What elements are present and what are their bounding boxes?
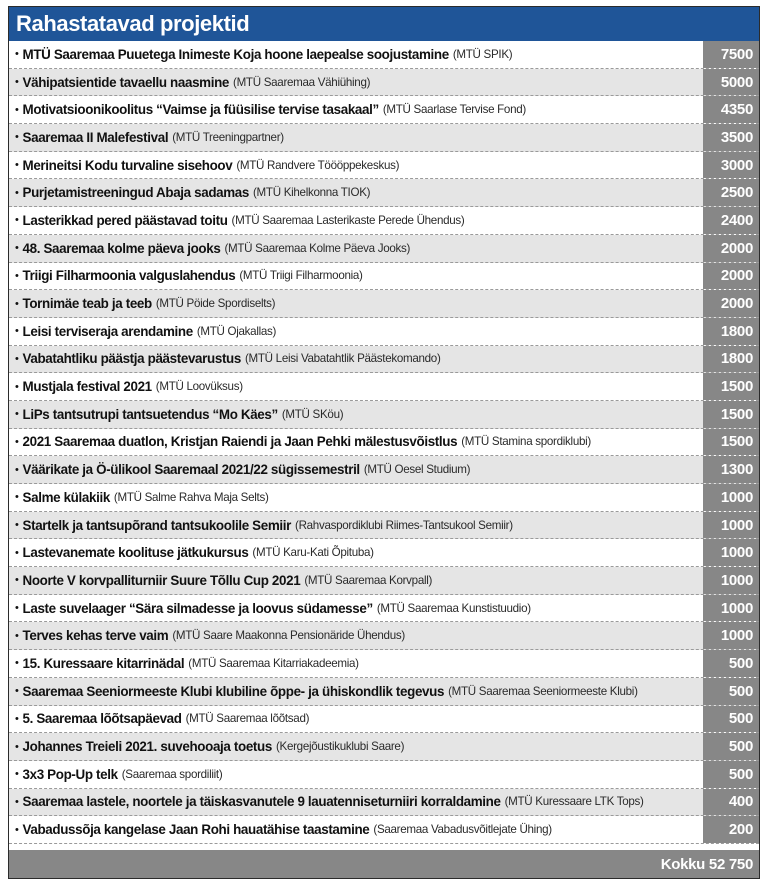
table-row bbox=[9, 152, 759, 180]
project-cell bbox=[9, 124, 703, 151]
table-row bbox=[9, 207, 759, 235]
project-name: Johannes Treieli 2021. suvehooaja toetus bbox=[22, 739, 272, 755]
project-name: 5. Saaremaa lõõtsapäevad bbox=[22, 711, 182, 727]
project-amount: 5000 bbox=[703, 69, 759, 96]
funded-projects-table bbox=[8, 6, 760, 879]
project-organization: (MTÜ Saaremaa lõõtsad) bbox=[185, 712, 310, 726]
project-cell bbox=[9, 290, 703, 317]
bullet-icon: • bbox=[15, 740, 19, 753]
project-cell bbox=[9, 706, 703, 733]
table-row bbox=[9, 706, 759, 734]
bullet-icon: • bbox=[15, 435, 19, 448]
project-cell bbox=[9, 484, 703, 511]
bullet-icon: • bbox=[15, 491, 19, 504]
project-cell bbox=[9, 456, 703, 483]
bullet-icon: • bbox=[15, 602, 19, 615]
bullet-icon: • bbox=[15, 214, 19, 227]
project-organization: (MTÜ SPIK) bbox=[452, 47, 513, 61]
table-row bbox=[9, 512, 759, 540]
project-amount: 1000 bbox=[703, 622, 759, 649]
bullet-icon: • bbox=[15, 242, 19, 255]
bullet-icon: • bbox=[15, 463, 19, 476]
project-cell bbox=[9, 152, 703, 179]
project-amount: 1800 bbox=[703, 318, 759, 345]
total-amount: Kokku 52 750 bbox=[9, 850, 759, 878]
project-amount: 2500 bbox=[703, 179, 759, 206]
table-row bbox=[9, 401, 759, 429]
project-name: Leisi terviseraja arendamine bbox=[22, 323, 193, 339]
project-name: Terves kehas terve vaim bbox=[22, 628, 169, 644]
project-amount: 2000 bbox=[703, 290, 759, 317]
table-row bbox=[9, 567, 759, 595]
bullet-icon: • bbox=[15, 325, 19, 338]
project-cell bbox=[9, 512, 703, 539]
project-name: Purjetamistreeningud Abaja sadamas bbox=[22, 185, 249, 201]
project-name: Mustjala festival 2021 bbox=[22, 379, 152, 395]
table-row bbox=[9, 678, 759, 706]
project-amount: 1000 bbox=[703, 484, 759, 511]
project-organization: (MTÜ Saarlase Tervise Fond) bbox=[382, 103, 526, 117]
project-organization: (MTÜ Saare Maakonna Pensionäride Ühendus) bbox=[172, 629, 405, 643]
project-name: Lasterikkad pered päästavad toitu bbox=[22, 212, 228, 228]
project-amount: 3500 bbox=[703, 124, 759, 151]
project-organization: (MTÜ Saaremaa Vähiühing) bbox=[233, 75, 371, 89]
table-row bbox=[9, 650, 759, 678]
project-amount: 7500 bbox=[703, 41, 759, 68]
project-name: Motivatsioonikoolitus “Vaimse ja füüsilise tervise tasakaal” bbox=[22, 102, 379, 118]
project-cell bbox=[9, 373, 703, 400]
table-row bbox=[9, 595, 759, 623]
project-name: Salme külakiik bbox=[22, 489, 110, 505]
project-amount: 500 bbox=[703, 650, 759, 677]
bullet-icon: • bbox=[15, 103, 19, 116]
table-title: Rahastatavad projektid bbox=[9, 7, 759, 41]
project-amount: 500 bbox=[703, 761, 759, 788]
project-cell bbox=[9, 69, 703, 96]
project-cell bbox=[9, 622, 703, 649]
table-row bbox=[9, 124, 759, 152]
project-cell bbox=[9, 41, 703, 68]
project-organization: (MTÜ Kihelkonna TIOK) bbox=[253, 186, 371, 200]
project-name: Saaremaa Seeniormeeste Klubi klubiline õppe- ja ühiskondlik tegevus bbox=[22, 683, 445, 699]
table-row bbox=[9, 429, 759, 457]
bullet-icon: • bbox=[15, 297, 19, 310]
project-amount: 1000 bbox=[703, 539, 759, 566]
table-row bbox=[9, 456, 759, 484]
bullet-icon: • bbox=[15, 768, 19, 781]
table-row bbox=[9, 69, 759, 97]
project-cell bbox=[9, 207, 703, 234]
bullet-icon: • bbox=[15, 823, 19, 836]
project-name: Saaremaa II Malefestival bbox=[22, 129, 169, 145]
bullet-icon: • bbox=[15, 380, 19, 393]
bullet-icon: • bbox=[15, 685, 19, 698]
table-row bbox=[9, 263, 759, 291]
project-amount: 400 bbox=[703, 789, 759, 816]
project-cell bbox=[9, 346, 703, 373]
project-organization: (Saaremaa spordiliit) bbox=[121, 767, 223, 781]
project-name: 15. Kuressaare kitarrinädal bbox=[22, 655, 185, 671]
project-organization: (MTÜ Stamina spordiklubi) bbox=[461, 435, 591, 449]
bullet-icon: • bbox=[15, 352, 19, 365]
bullet-icon: • bbox=[15, 131, 19, 144]
project-organization: (MTÜ Saaremaa Kunstistuudio) bbox=[376, 601, 531, 615]
project-name: 2021 Saaremaa duatlon, Kristjan Raiendi ja Jaan Pehki mälestusvõistlus bbox=[22, 434, 458, 450]
bullet-icon: • bbox=[15, 408, 19, 421]
project-amount: 1000 bbox=[703, 512, 759, 539]
project-name: Vabadussõja kangelase Jaan Rohi hauatähise taastamine bbox=[22, 822, 370, 838]
bullet-icon: • bbox=[15, 48, 19, 61]
project-organization: (MTÜ Saaremaa Kitarriakadeemia) bbox=[188, 656, 359, 670]
bullet-icon: • bbox=[15, 574, 19, 587]
table-row bbox=[9, 789, 759, 817]
project-cell bbox=[9, 401, 703, 428]
project-cell bbox=[9, 595, 703, 622]
project-organization: (MTÜ Leisi Vabatahtlik Päästekomando) bbox=[244, 352, 441, 366]
project-organization: (Rahvaspordiklubi Riimes-Tantsukool Semiir) bbox=[295, 518, 513, 532]
project-cell bbox=[9, 733, 703, 760]
project-name: MTÜ Saaremaa Puuetega Inimeste Koja hoone laepealse soojustamine bbox=[22, 46, 449, 62]
project-amount: 1500 bbox=[703, 401, 759, 428]
project-organization: (MTÜ Saaremaa Korvpall) bbox=[304, 573, 433, 587]
table-row bbox=[9, 733, 759, 761]
project-cell bbox=[9, 96, 703, 123]
project-name: Saaremaa lastele, noortele ja täiskasvanutele 9 lauatenniseturniiri korraldamine bbox=[22, 794, 501, 810]
table-row bbox=[9, 96, 759, 124]
project-organization: (MTÜ Saaremaa Lasterikaste Perede Ühendus) bbox=[231, 213, 465, 227]
project-amount: 200 bbox=[703, 816, 759, 843]
project-cell bbox=[9, 429, 703, 456]
project-amount: 2000 bbox=[703, 263, 759, 290]
project-organization: (MTÜ Salme Rahva Maja Selts) bbox=[113, 490, 269, 504]
table-row bbox=[9, 346, 759, 374]
project-amount: 4350 bbox=[703, 96, 759, 123]
bullet-icon: • bbox=[15, 76, 19, 89]
project-organization: (Kergejõustikuklubi Saare) bbox=[275, 740, 405, 754]
project-amount: 2400 bbox=[703, 207, 759, 234]
project-name: Tornimäe teab ja teeb bbox=[22, 296, 152, 312]
project-organization: (MTÜ Saaremaa Kolme Päeva Jooks) bbox=[224, 241, 411, 255]
project-cell bbox=[9, 650, 703, 677]
project-name: Noorte V korvpalliturniir Suure Tõllu Cup 2021 bbox=[22, 572, 301, 588]
project-name: Startelk ja tantsupõrand tantsukoolile Semiir bbox=[22, 517, 292, 533]
table-row bbox=[9, 761, 759, 789]
project-amount: 1800 bbox=[703, 346, 759, 373]
project-cell bbox=[9, 318, 703, 345]
bullet-icon: • bbox=[15, 159, 19, 172]
project-cell bbox=[9, 235, 703, 262]
project-organization: (MTÜ Loovüksus) bbox=[155, 380, 243, 394]
project-cell bbox=[9, 263, 703, 290]
table-row bbox=[9, 816, 759, 844]
project-amount: 500 bbox=[703, 733, 759, 760]
project-organization: (MTÜ Saaremaa Seeniormeeste Klubi) bbox=[448, 684, 638, 698]
project-name: Vabatahtliku päästja päästevarustus bbox=[22, 351, 241, 367]
project-organization: (MTÜ Kuressaare LTK Tops) bbox=[504, 795, 644, 809]
project-organization: (MTÜ Karu-Kati Õpituba) bbox=[252, 546, 374, 560]
project-cell bbox=[9, 179, 703, 206]
project-organization: (MTÜ Treeningpartner) bbox=[172, 130, 284, 144]
table-row bbox=[9, 622, 759, 650]
bullet-icon: • bbox=[15, 657, 19, 670]
table-row bbox=[9, 539, 759, 567]
table-row bbox=[9, 235, 759, 263]
project-amount: 1000 bbox=[703, 595, 759, 622]
bullet-icon: • bbox=[15, 629, 19, 642]
project-amount: 3000 bbox=[703, 152, 759, 179]
project-organization: (MTÜ Oesel Studium) bbox=[363, 463, 471, 477]
project-amount: 500 bbox=[703, 706, 759, 733]
project-amount: 1500 bbox=[703, 429, 759, 456]
project-organization: (MTÜ Ojakallas) bbox=[196, 324, 277, 338]
project-name: Merineitsi Kodu turvaline sisehoov bbox=[22, 157, 233, 173]
table-row bbox=[9, 318, 759, 346]
project-amount: 2000 bbox=[703, 235, 759, 262]
project-cell bbox=[9, 789, 703, 816]
table-row bbox=[9, 373, 759, 401]
project-cell bbox=[9, 761, 703, 788]
project-cell bbox=[9, 678, 703, 705]
project-amount: 1300 bbox=[703, 456, 759, 483]
bullet-icon: • bbox=[15, 269, 19, 282]
bullet-icon: • bbox=[15, 795, 19, 808]
project-name: Triigi Filharmoonia valguslahendus bbox=[22, 268, 236, 284]
table-row bbox=[9, 179, 759, 207]
project-name: LiPs tantsutrupi tantsuetendus “Mo Käes” bbox=[22, 406, 278, 422]
project-organization: (MTÜ Triigi Filharmoonia) bbox=[239, 269, 363, 283]
project-organization: (MTÜ Randvere Töööppekeskus) bbox=[236, 158, 400, 172]
project-cell bbox=[9, 816, 703, 843]
project-name: Laste suvelaager “Sära silmadesse ja loovus südamesse” bbox=[22, 600, 373, 616]
project-organization: (Saaremaa Vabadusvõitlejate Ühing) bbox=[373, 823, 552, 837]
project-organization: (MTÜ SKöu) bbox=[281, 407, 344, 421]
bullet-icon: • bbox=[15, 519, 19, 532]
bullet-icon: • bbox=[15, 546, 19, 559]
project-name: 3x3 Pop-Up telk bbox=[22, 766, 118, 782]
project-name: Vähipatsientide tavaellu naasmine bbox=[22, 74, 230, 90]
bullet-icon: • bbox=[15, 712, 19, 725]
table-row bbox=[9, 290, 759, 318]
project-name: 48. Saaremaa kolme päeva jooks bbox=[22, 240, 221, 256]
project-organization: (MTÜ Pöide Spordiselts) bbox=[155, 297, 276, 311]
project-amount: 1000 bbox=[703, 567, 759, 594]
bullet-icon: • bbox=[15, 186, 19, 199]
project-amount: 500 bbox=[703, 678, 759, 705]
project-list bbox=[9, 41, 759, 844]
project-cell bbox=[9, 539, 703, 566]
project-amount: 1500 bbox=[703, 373, 759, 400]
table-row bbox=[9, 41, 759, 69]
project-name: Väärikate ja Ö-ülikool Saaremaal 2021/22 sügissemestril bbox=[22, 462, 360, 478]
project-cell bbox=[9, 567, 703, 594]
project-name: Lastevanemate koolituse jätkukursus bbox=[22, 545, 249, 561]
table-row bbox=[9, 484, 759, 512]
